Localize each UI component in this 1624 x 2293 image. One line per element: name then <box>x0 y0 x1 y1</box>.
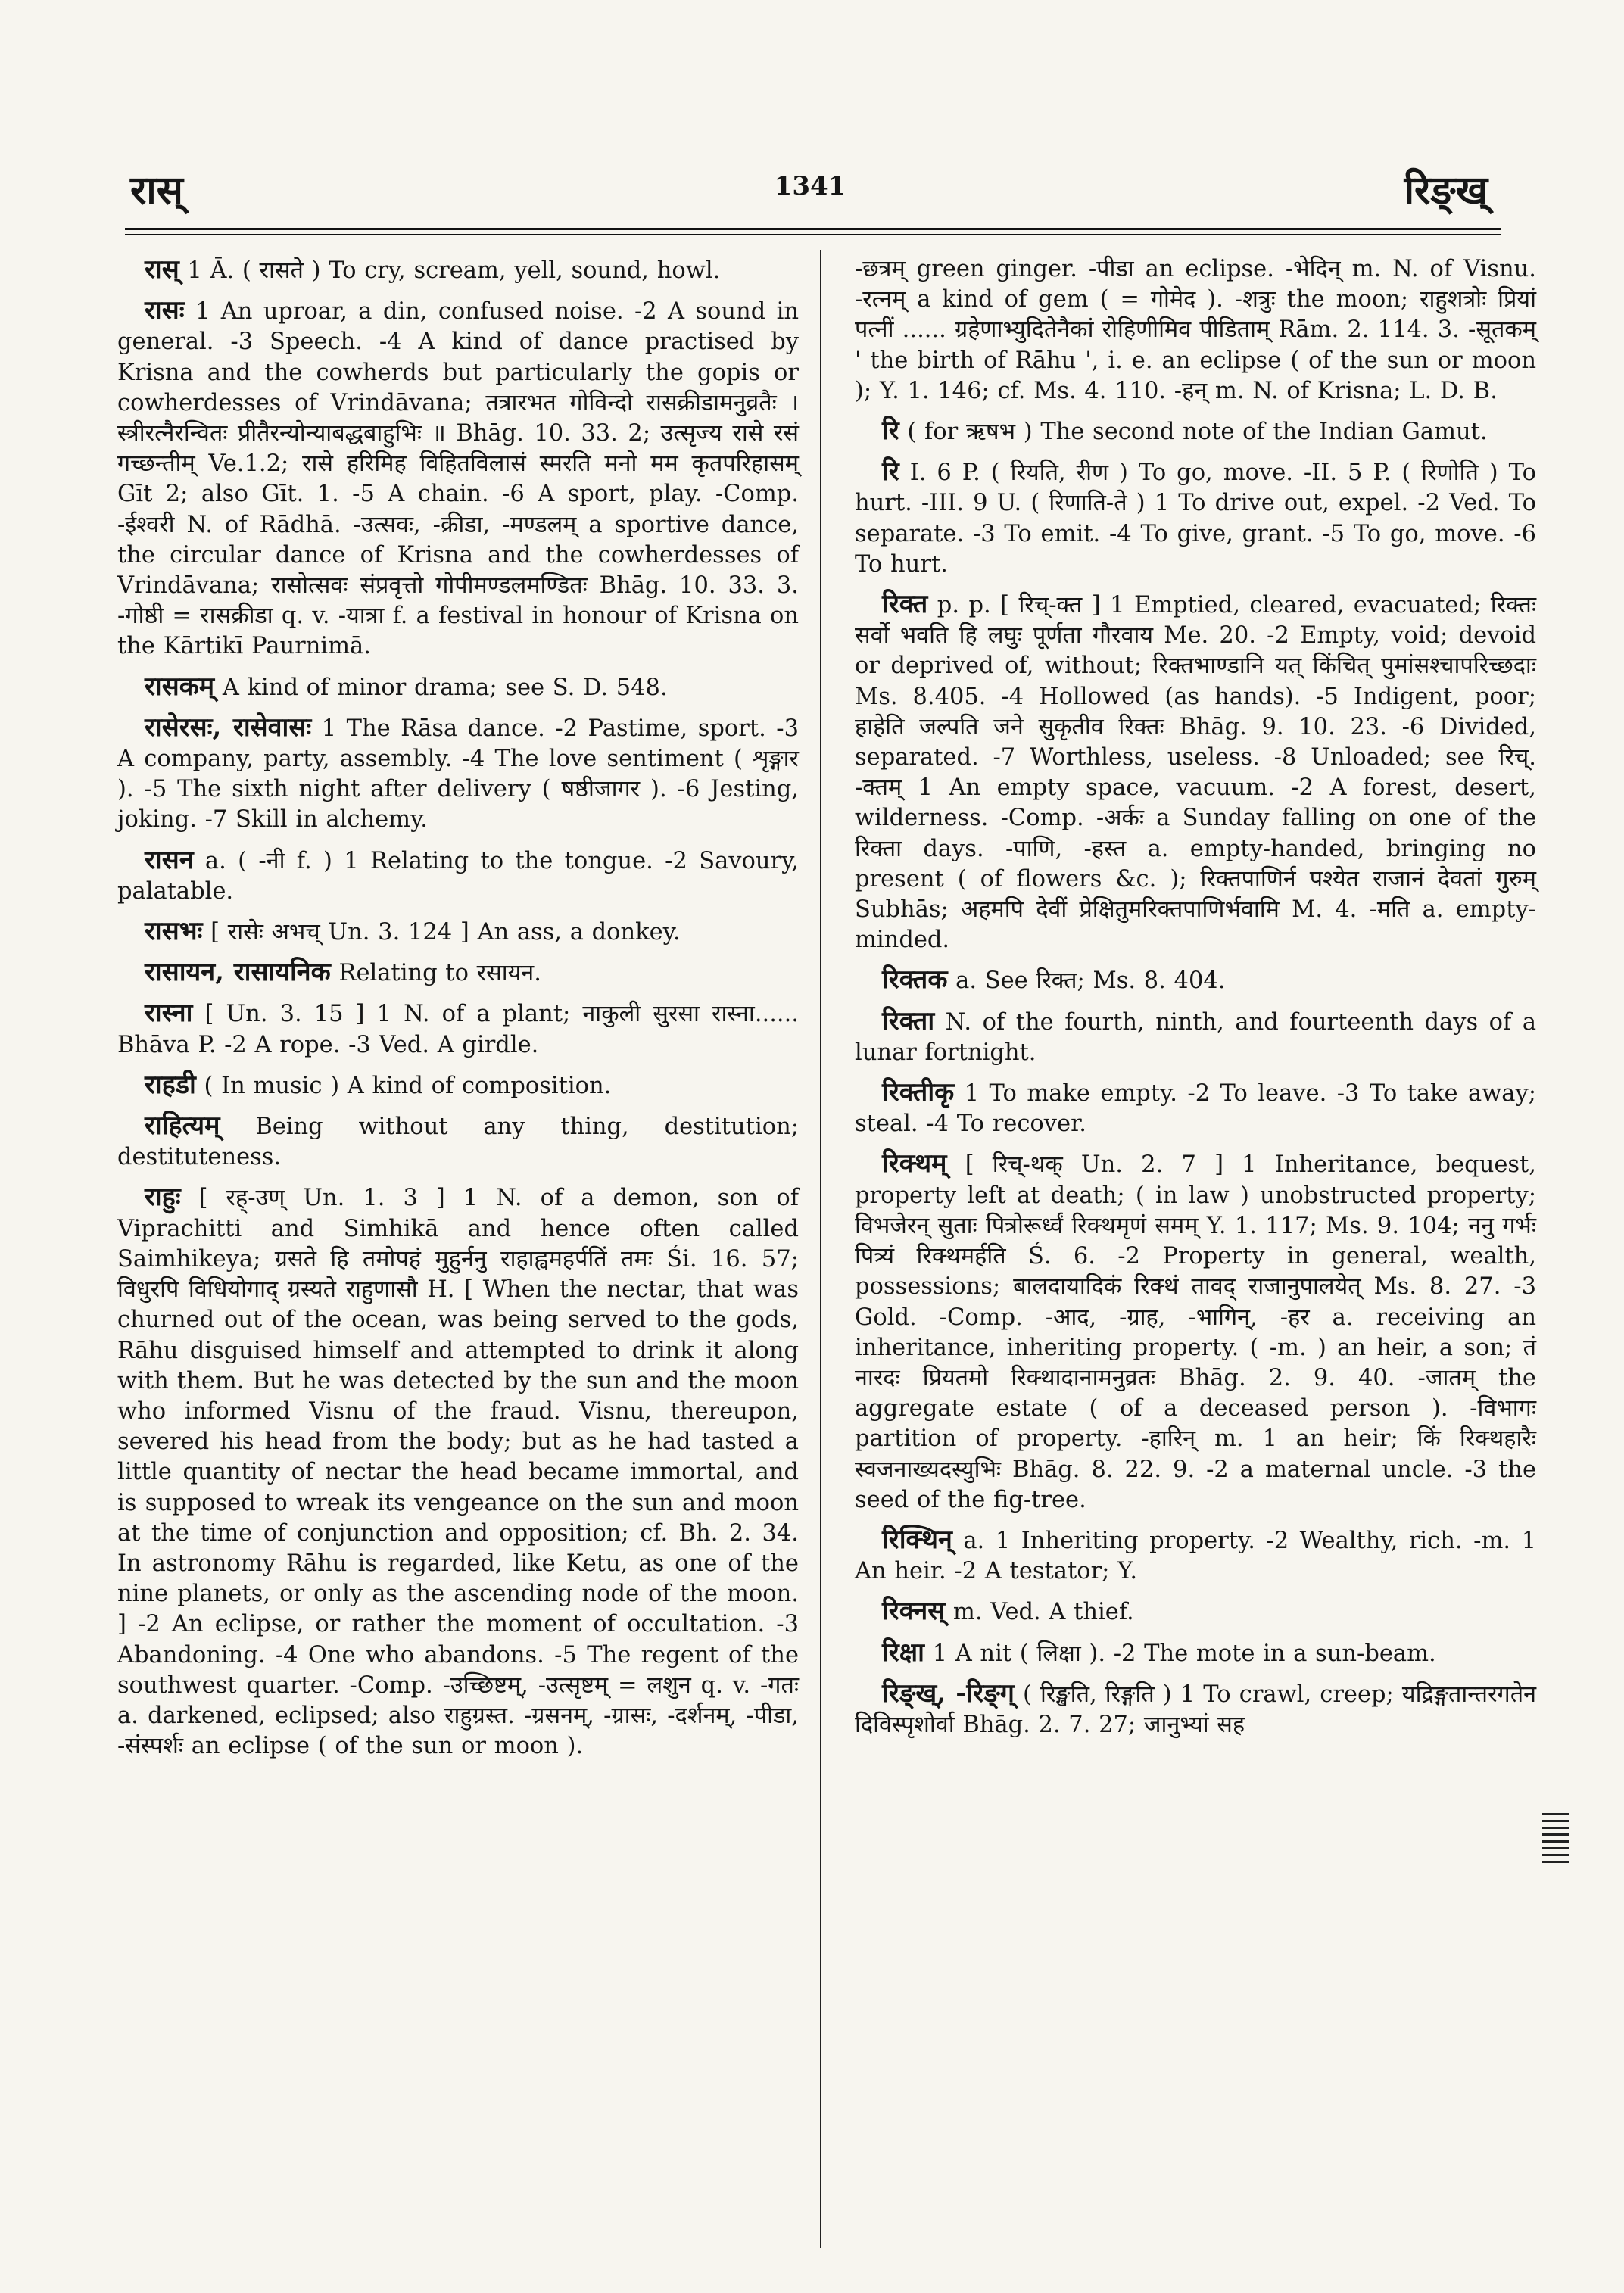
headword: रासेरसः, रासेवासः <box>145 712 312 743</box>
definition: N. of the fourth, ninth, and fourteenth days of a lunar fortnight. <box>855 1008 1536 1066</box>
definition: m. Ved. A thief. <box>952 1599 1134 1626</box>
headword: रिक्षा <box>882 1637 924 1668</box>
entry <box>855 1678 1536 1740</box>
entry <box>855 1525 1536 1587</box>
running-head-right: रिङ्ख् <box>1404 167 1488 213</box>
definition: a. ( -नी f. ) 1 Relating to the tongue. -2 Savoury, palatable. <box>117 847 799 905</box>
headword: राहुः <box>145 1182 181 1213</box>
headword: रिक्तीकृ <box>882 1077 955 1108</box>
entry <box>117 1070 799 1101</box>
definition: 1 To make empty. -2 To leave. -3 To take away; steal. -4 To recover. <box>855 1080 1536 1138</box>
entry <box>855 1637 1536 1669</box>
definition: 1 An uproar, a din, confused noise. -2 A sound in general. -3 Speech. -4 A kind of dance practised by Krisna and the cowherds but particularly the gopis or cowherdesses of Vrindāvana; तत्रारभत गोविन्दो रासक्रीडामनुव्रतैः । स्त्रीरत्नैरन्वितः प्रीतैरन्योन्याबद्धबाहुभिः ॥ Bhāg. 10. 33. 2; उत्सृज्य रासे रसं गच्छन्तीम् Ve.1.2; रासे हरिमिह विहितविलासं स्मरति मनो मम कृतपरिहासम् Gīt 2; also Gīt. 1. -5 A chain. -6 A sport, play. -Comp. -ईश्वरी N. of Rādhā. -उत्सवः, -क्रीडा, -मण्डलम् a sportive dance, the circular dance of Krisna and the cowherdesses of Vrindāvana; रासोत्सवः संप्रवृत्तो गोपीमण्डलमण्डितः Bhāg. 10. 33. 3. -गोष्ठी = रासक्रीडा q. v. -यात्रा f. a festival in honour of Krisna on the Kārtikī Paurnimā. <box>117 298 799 660</box>
entry <box>855 964 1536 996</box>
definition: 1 A nit ( लिक्षा ). -2 The mote in a sun-beam. <box>932 1640 1436 1667</box>
headword: रासकम् <box>145 671 215 702</box>
entry <box>117 916 799 948</box>
page-number: 1341 <box>774 171 846 201</box>
entry <box>855 416 1536 447</box>
headword: राहडी <box>145 1069 196 1100</box>
entry <box>117 845 799 907</box>
definition: A kind of minor drama; see S. D. 548. <box>222 674 668 701</box>
entry <box>117 957 799 989</box>
definition: Being without any thing, destitution; destituteness. <box>117 1114 799 1171</box>
definition: Relating to रसायन. <box>338 960 541 987</box>
headword: रासः <box>145 295 185 326</box>
entry <box>855 1148 1536 1515</box>
running-head-left: रास् <box>130 167 183 213</box>
headword: रिक्थम् <box>882 1148 947 1179</box>
definition: p. p. [ रिच्-क्त ] 1 Emptied, cleared, evacuated; रिक्तः सर्वो भवति हि लघुः पूर्णता गौरवाय Me. 20. -2 Empty, void; devoid or deprived of, without; रिक्तभाण्डानि यत् किंचित् पुमांसश्चापरिच्छदाः Ms. 8.405. -4 Hollowed (as hands). -5 Indigent, poor; हाहेति जल्पति जने सुकृतीव रिक्तः Bhāg. 9. 10. 23. -6 Divided, separated. -7 Worthless, useless. -8 Unloaded; see रिच्. -क्तम् 1 An empty space, vacuum. -2 A forest, desert, wilderness. -Comp. -अर्कः a Sunday falling on one of the रिक्ता days. -पाणि, -हस्त a. empty-handed, bringing no present ( of flowers &c. ); रिक्तपाणिर्न पश्येत राजानं देवतां गुरुम् Subhās; अहमपि देवीं प्रेक्षितुमरिक्तपाणिर्भवामि M. 4. -मति a. empty-minded. <box>855 592 1536 954</box>
definition: [ रिच्-थक् Un. 2. 7 ] 1 Inheritance, bequest, property left at death; ( in law ) unobstructed property; विभजेरन् सुताः पित्रोरूर्ध्वं रिक्थमृणं समम् Y. 1. 117; Ms. 9. 104; ननु गर्भः पित्र्यं रिक्थमर्हति Ś. 6. -2 Property in general, wealth, possessions; बालदायादिकं रिक्थं तावद् राजानुपालयेत् Ms. 8. 27. -3 Gold. -Comp. -आद, -ग्राह, -भागिन्, -हर a. receiving an inheritance, inheriting property. ( -m. ) an heir, a son; तं नारदः प्रियतमो रिक्थादानामनुव्रतः Bhāg. 2. 9. 40. -जातम् the aggregate estate ( of a deceased person ). -विभागः partition of property. -हारिन् m. 1 an heir; किं रिक्थहारैः स्वजनाख्यदस्युभिः Bhāg. 8. 22. 9. -2 a maternal uncle. -3 the seed of the fig-tree. <box>855 1151 1536 1513</box>
definition: a. 1 Inheriting property. -2 Wealthy, rich. -m. 1 An heir. -2 A testator; Y. <box>855 1527 1536 1585</box>
definition: I. 6 P. ( रियति, रीण ) To go, move. -II. 5 P. ( रिणोति ) To hurt. -III. 9 U. ( रिणाति-ते ) 1 To drive out, expel. -2 Ved. To separate. -3 To emit. -4 To give, grant. -5 To go, move. -6 To hurt. <box>855 460 1536 578</box>
entry <box>855 456 1536 580</box>
headword: रिक्थिन् <box>882 1524 952 1555</box>
right-column <box>855 254 1536 1749</box>
definition: a. See रिक्त; Ms. 8. 404. <box>955 967 1226 995</box>
definition: [ Un. 3. 15 ] 1 N. of a plant; नाकुली सुरसा रास्ना...... Bhāva P. -2 A rope. -3 Ved. A girdle. <box>117 1001 799 1058</box>
entry <box>117 998 799 1060</box>
entry <box>855 1077 1536 1139</box>
column-divider <box>820 250 821 2248</box>
headword: रि <box>882 416 899 447</box>
entry <box>117 712 799 836</box>
entry <box>855 1006 1536 1068</box>
headword: रासन <box>145 844 194 875</box>
headword: राहित्यम् <box>145 1111 220 1142</box>
headword: रिक्तक <box>882 964 948 995</box>
entry <box>117 1182 799 1762</box>
headword: रि <box>882 456 899 488</box>
entry <box>117 254 799 286</box>
headword: रास्ना <box>145 998 193 1029</box>
header-rule-thin <box>125 234 1501 235</box>
headword: रिक्त <box>882 589 928 620</box>
headword: रास् <box>145 254 179 285</box>
definition: ( रिङ्खति, रिङ्गति ) 1 To crawl, creep; यद्रिङ्गतान्तरगतेन दिविस्पृशोर्वा Bhāg. 2. 7. 27; जानुभ्यां सह <box>855 1681 1537 1738</box>
headword: रासभः <box>145 916 203 947</box>
header-rule <box>125 228 1501 230</box>
entry <box>117 1111 799 1173</box>
entry <box>117 671 799 703</box>
entry <box>117 295 799 662</box>
headword: रिङ्ख्, -रिङ्ग् <box>882 1678 1015 1709</box>
entry <box>855 589 1536 955</box>
definition: [ रह्-उण् Un. 1. 3 ] 1 N. of a demon, son of Viprachitti and Simhikā and hence often called Saimhikeya; ग्रसते हि तमोपहं मुहुर्ननु राहाह्वमहर्पतिं तमः Śi. 16. 57; विधुरपि विधियोगाद् ग्रस्यते राहुणासौ H. [ When the nectar, that was churned out of the ocean, was being served to the gods, Rāhu disguised himself and attempted to drink it along with them. But he was detected by the sun and the moon who informed Visnu of the fraud. Visnu, thereupon, severed his head from the body; but as he had tasted a little quantity of nectar the head became immortal, and is supposed to wreak its vengeance on the sun and moon at the time of conjunction and opposition; cf. Bh. 2. 34. In astronomy Rāhu is regarded, like Ketu, as one of the nine planets, or only as the ascending node of the moon. ] -2 An eclipse, or rather the moment of occultation. -3 Abandoning. -4 One who abandons. -5 The regent of the southwest quarter. -Comp. -उच्छिष्टम्, -उत्सृष्टम् = लशुन q. v. -गतः a. darkened, eclipsed; also राहुग्रस्त. -ग्रसनम्, -ग्रासः, -दर्शनम्, -पीडा, -संस्पर्शः an eclipse ( of the sun or moon ). <box>117 1185 799 1760</box>
headword: रिक्ता <box>882 1005 935 1036</box>
headword: रासायन, रासायनिक <box>145 957 331 988</box>
definition: ( for ऋषभ ) The second note of the Indian Gamut. <box>907 419 1488 446</box>
left-column <box>117 254 799 1771</box>
definition: [ रासेः अभच् Un. 3. 124 ] An ass, a donkey. <box>210 919 681 946</box>
definition: 1 The Rāsa dance. -2 Pastime, sport. -3 A company, party, assembly. -4 The love sentiment ( शृङ्गार ). -5 The sixth night after delivery ( षष्ठीजागर ). -6 Jesting, joking. -7 Skill in alchemy. <box>117 715 799 833</box>
definition: 1 Ā. ( रासते ) To cry, scream, yell, sound, howl. <box>187 257 721 284</box>
headword: रिक्नस् <box>882 1596 946 1627</box>
definition: ( In music ) A kind of composition. <box>204 1072 612 1099</box>
definition: -छत्रम् green ginger. -पीडा an eclipse. -भेदिन् m. N. of Visnu. -रत्नम् a kind of gem ( = गोमेद ). -शत्रुः the moon; राहुशत्रोः प्रियां पत्नीं ...... ग्रहेणाभ्युदितेनैकां रोहिणीमिव पीडिताम् Rām. 2. 114. 3. -सूतकम् ' the birth of Rāhu ', i. e. an eclipse ( of the sun or moon ); Y. 1. 146; cf. Ms. 4. 110. -हन् m. N. of Krisna; L. D. B. <box>855 256 1536 404</box>
entry-continuation <box>855 254 1536 407</box>
thumb-index-mark <box>1542 1813 1569 1868</box>
entry <box>855 1596 1536 1628</box>
